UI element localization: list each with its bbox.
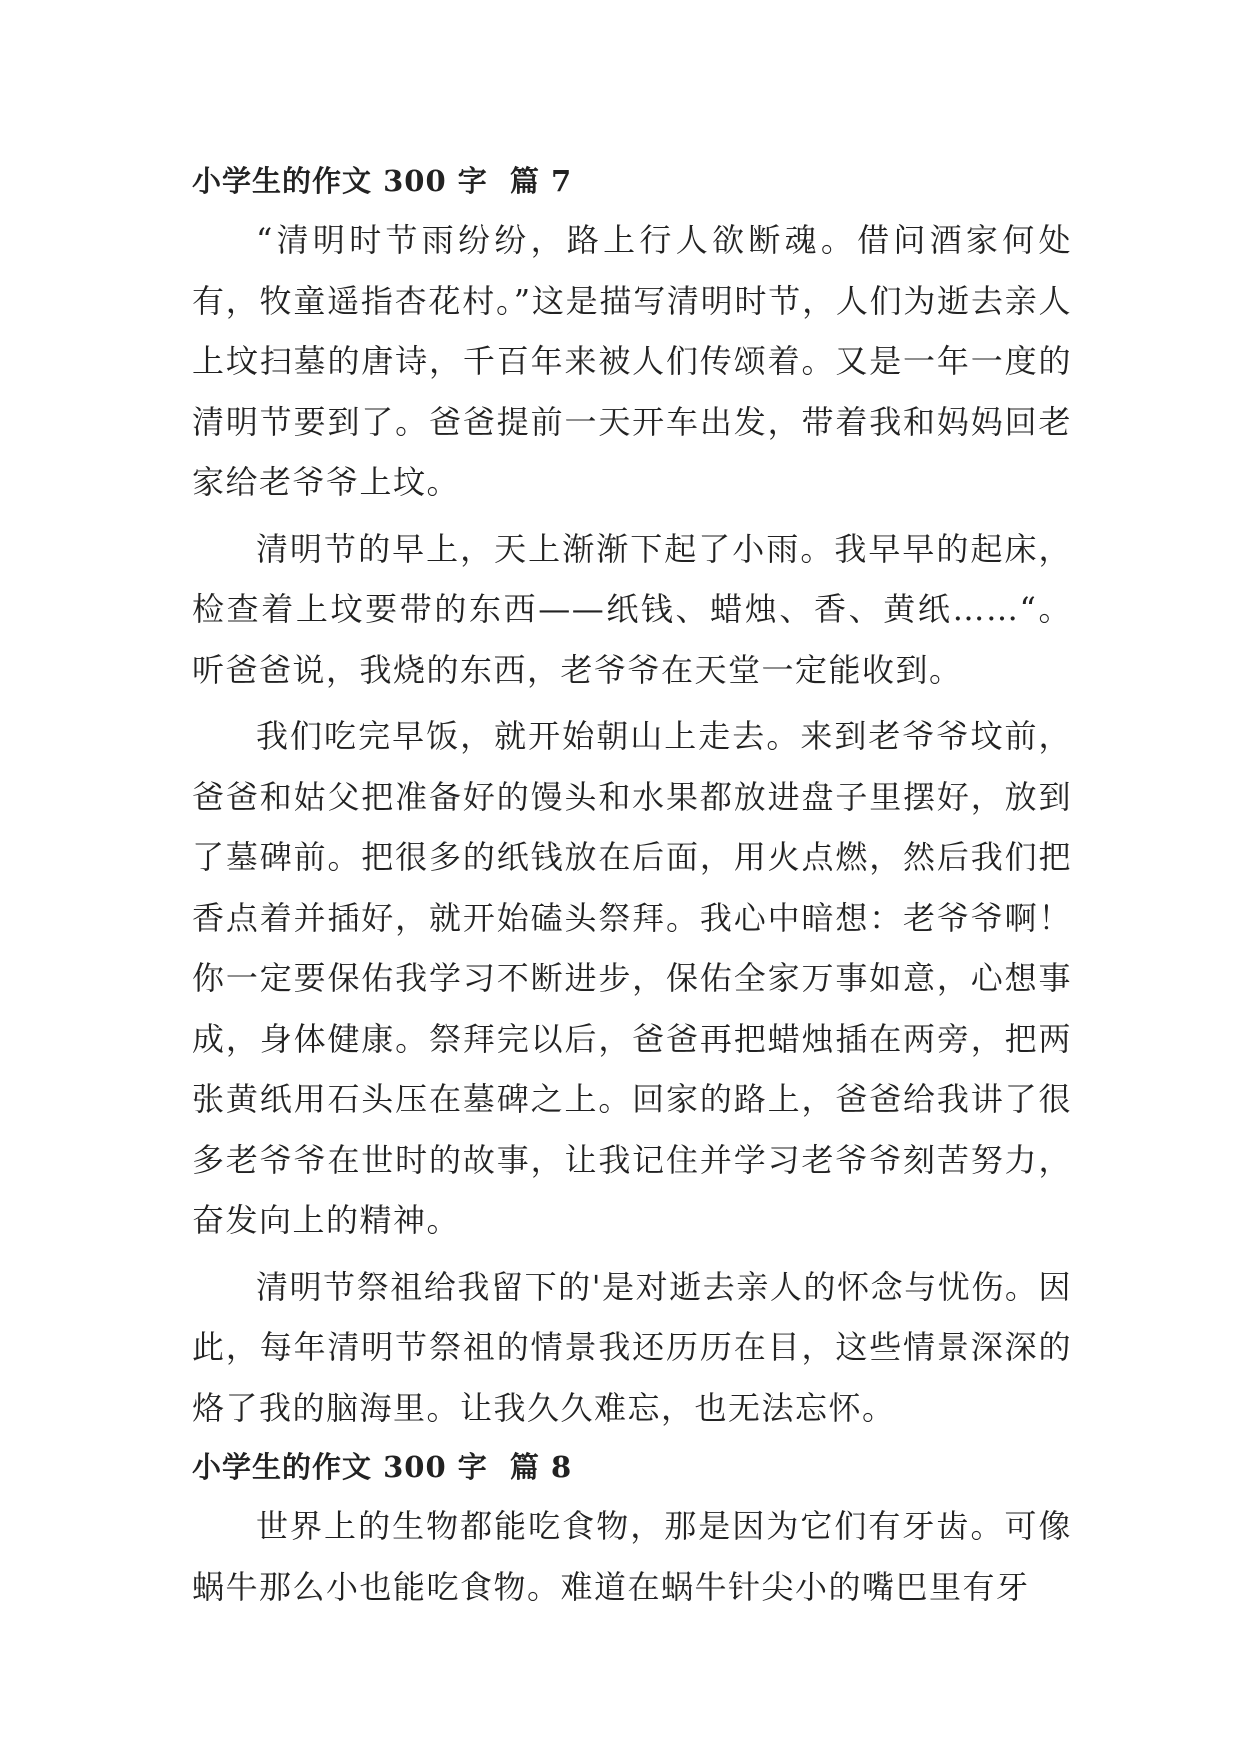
section-heading: 小学生的作文 300 字 篇 7	[192, 164, 573, 198]
document-page	[192, 152, 1072, 1617]
paragraph: 世界上的生物都能吃食物，那是因为它们有牙齿。可像蜗牛那么小也能吃食物。难道在蜗牛针尖小的嘴巴里有牙	[192, 1507, 1072, 1606]
paragraph: 清明节的早上，天上渐渐下起了小雨。我早早的起床，检查着上坟要带的东西——纸钱、蜡烛、香、黄纸……“。听爸爸说，我烧的东西，老爷爷在天堂一定能收到。	[192, 529, 1072, 689]
paragraph: “清明时节雨纷纷，路上行人欲断魂。借问酒家何处有，牧童遥指杏花村。”这是描写清明时节，人们为逝去亲人上坟扫墓的唐诗，千百年来被人们传颂着。又是一年一度的清明节要到了。爸爸提前一天开车出发，带着我和妈妈回老家给老爷爷上坟。	[192, 221, 1072, 501]
paragraph: 我们吃完早饭，就开始朝山上走去。来到老爷爷坟前，爸爸和姑父把准备好的馒头和水果都放进盘子里摆好，放到了墓碑前。把很多的纸钱放在后面，用火点燃，然后我们把香点着并插好，就开始磕头祭拜。我心中暗想：老爷爷啊！你一定要保佑我学习不断进步，保佑全家万事如意，心想事成，身体健康。祭拜完以后，爸爸再把蜡烛插在两旁，把两张黄纸用石头压在墓碑之上。回家的路上，爸爸给我讲了很多老爷爷在世时的故事，让我记住并学习老爷爷刻苦努力，奋发向上的精神。	[192, 717, 1072, 1239]
section-heading: 小学生的作文 300 字 篇 8	[192, 1450, 573, 1484]
paragraph: 清明节祭祖给我留下的'是对逝去亲人的怀念与忧伤。因此，每年清明节祭祖的情景我还历历在目，这些情景深深的烙了我的脑海里。让我久久难忘，也无法忘怀。	[192, 1267, 1072, 1427]
